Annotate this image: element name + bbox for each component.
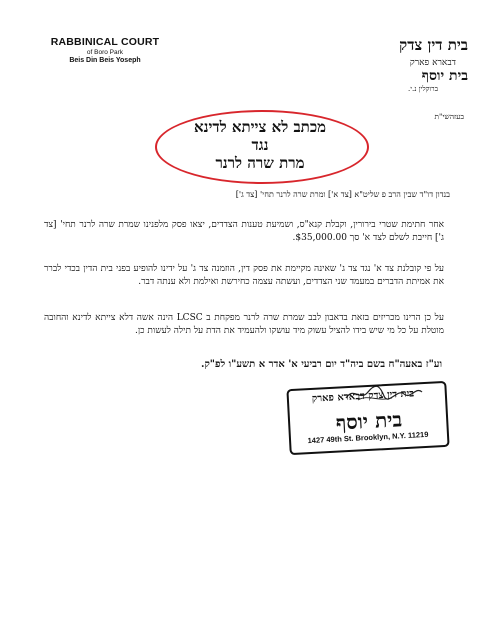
- stamp-address: 1427 49th St. Brooklyn, N.Y. 11219: [307, 429, 429, 446]
- english-letterhead: [30, 36, 180, 64]
- court-name: RABBINICAL COURT: [50, 36, 160, 48]
- court-location: of Boro Park: [86, 49, 124, 56]
- title-line1: מכתב לא צייתא לדינא: [193, 118, 327, 136]
- hebrew-letterhead-line3: בית יוסף: [421, 68, 468, 84]
- hebrew-letterhead-line1: בית דין צדק: [399, 36, 468, 54]
- paragraph-ruling: אחר חתימת שטרי בירורין, וקבלת קנא"ס, ושמיעת טענות הצדדים, יצאו פסק מלפנינו שמרת שרה לרנר תחי' [צד ג'] חייבת לשלם לצד א' סך $35,000.00.: [44, 220, 444, 243]
- closing-line: וע"ז באעה"ח בשם ביה"ד יום רביעי א' אדר א תשע"ו לפ"ק.: [200, 359, 442, 370]
- stamp-middle-text: בית יוסף: [335, 407, 403, 435]
- title-line3: מרת שרה לרנר: [215, 154, 305, 172]
- top-heading: בעזהשי"ת: [434, 112, 464, 121]
- stamp-top-text: בית דין צדק דבארא פארק: [311, 388, 415, 405]
- hebrew-letterhead: [278, 36, 468, 93]
- hebrew-letterhead-line4: ברוקלין נ.י.: [407, 85, 438, 93]
- paragraph-declaration: על כן הרינו מכריזים בזאת בדאבון לבב שמרת שרה לרנר מפקחת ב LCSC הינה אשה דלא צייתא לדינא והחובה מוטלת על כל מי שיש בידו להציל עשוק מיד עושקו ולהעמיד את הדת על תילה לעשות כן.: [44, 313, 444, 336]
- court-subname: Beis Din Beis Yoseph: [69, 57, 141, 64]
- hebrew-letterhead-line2: דבארא פארק: [409, 58, 456, 68]
- paragraph-summons: על פי קובלנת צד א' נגד צד ג' שאינה מקיימת את פסק דין, הוזמנה צד ג' על ידינו להופיע בפני בית הדין בכדי לברר את אמיתת הדברים במעמד שני הצדדים, ועשתה עצמה כחירשת ואילמת ולא ענתה דבר.: [44, 264, 444, 287]
- title-line2: נגד: [251, 136, 269, 154]
- court-stamp: [288, 385, 448, 451]
- case-subject-line: בנדון דו"ד שבין הרב פ שליט"א [צד א'] ומרת שרה לרנר תחי' [צד ג']: [235, 190, 450, 199]
- document-title: [155, 118, 365, 172]
